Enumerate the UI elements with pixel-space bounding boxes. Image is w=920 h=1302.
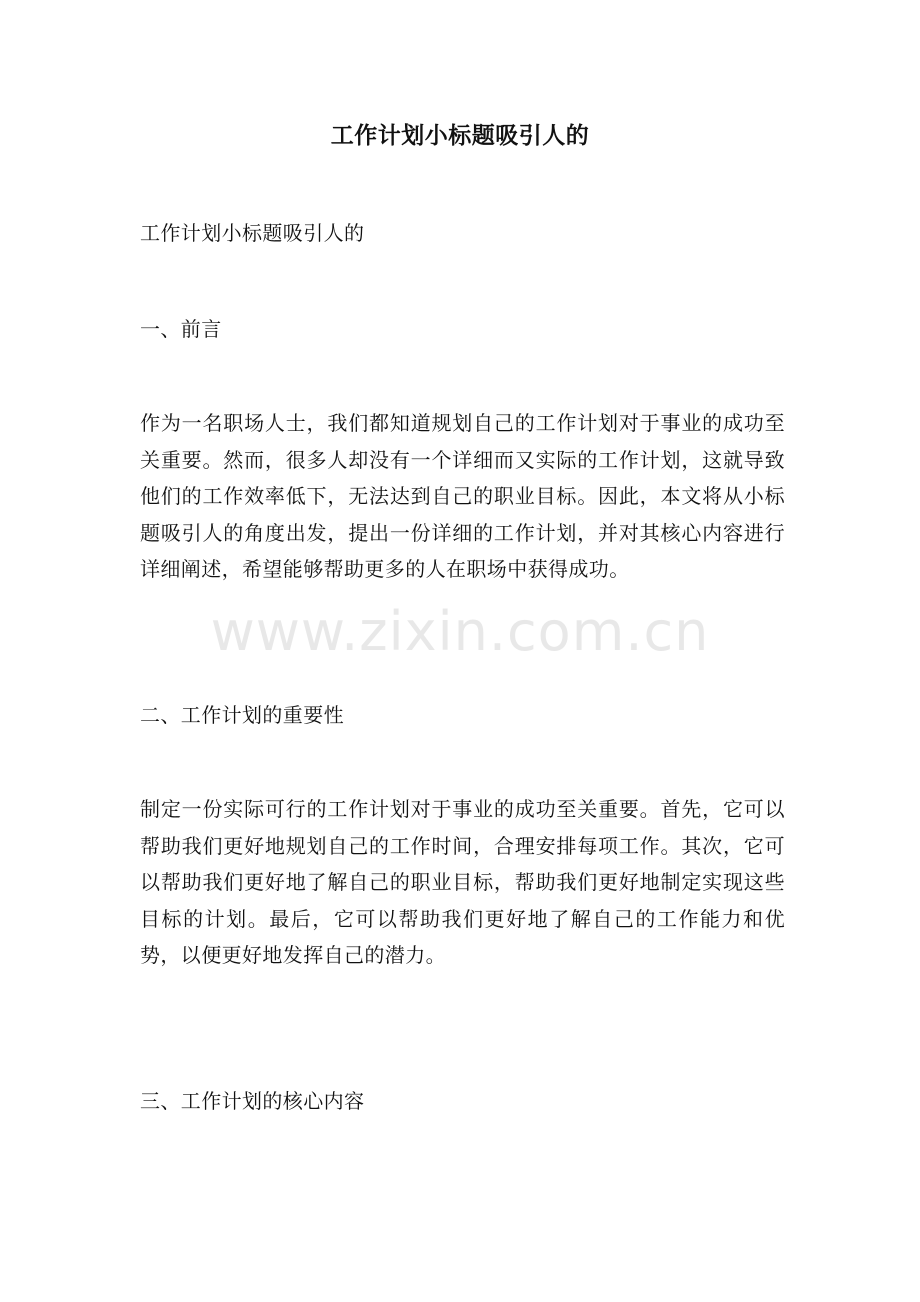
document-subtitle: 工作计划小标题吸引人的 (140, 221, 365, 245)
section-heading-core-content: 三、工作计划的核心内容 (140, 1089, 365, 1113)
section-heading-importance: 二、工作计划的重要性 (140, 703, 344, 727)
document-title: 工作计划小标题吸引人的 (330, 122, 590, 149)
section-heading-preface: 一、前言 (140, 317, 222, 341)
section-paragraph-preface: 作为一名职场人士，我们都知道规划自己的工作计划对于事业的成功至关重要。然而，很多人却没有一个详细而又实际的工作计划，这就导致他们的工作效率低下，无法达到自己的职业目标。因此，本文将从小标题吸引人的角度出发，提出一份详细的工作计划，并对其核心内容进行详细阐述，希望能够帮助更多的人在职场中获得成功。 (140, 411, 785, 582)
section-paragraph-importance: 制定一份实际可行的工作计划对于事业的成功至关重要。首先，它可以帮助我们更好地规划自己的工作时间，合理安排每项工作。其次，它可以帮助我们更好地了解自己的职业目标，帮助我们更好地制定实现这些目标的计划。最后，它可以帮助我们更好地了解自己的工作能力和优势，以便更好地发挥自己的潜力。 (140, 797, 785, 968)
watermark-text: www.zixin.com.cn (210, 600, 710, 663)
